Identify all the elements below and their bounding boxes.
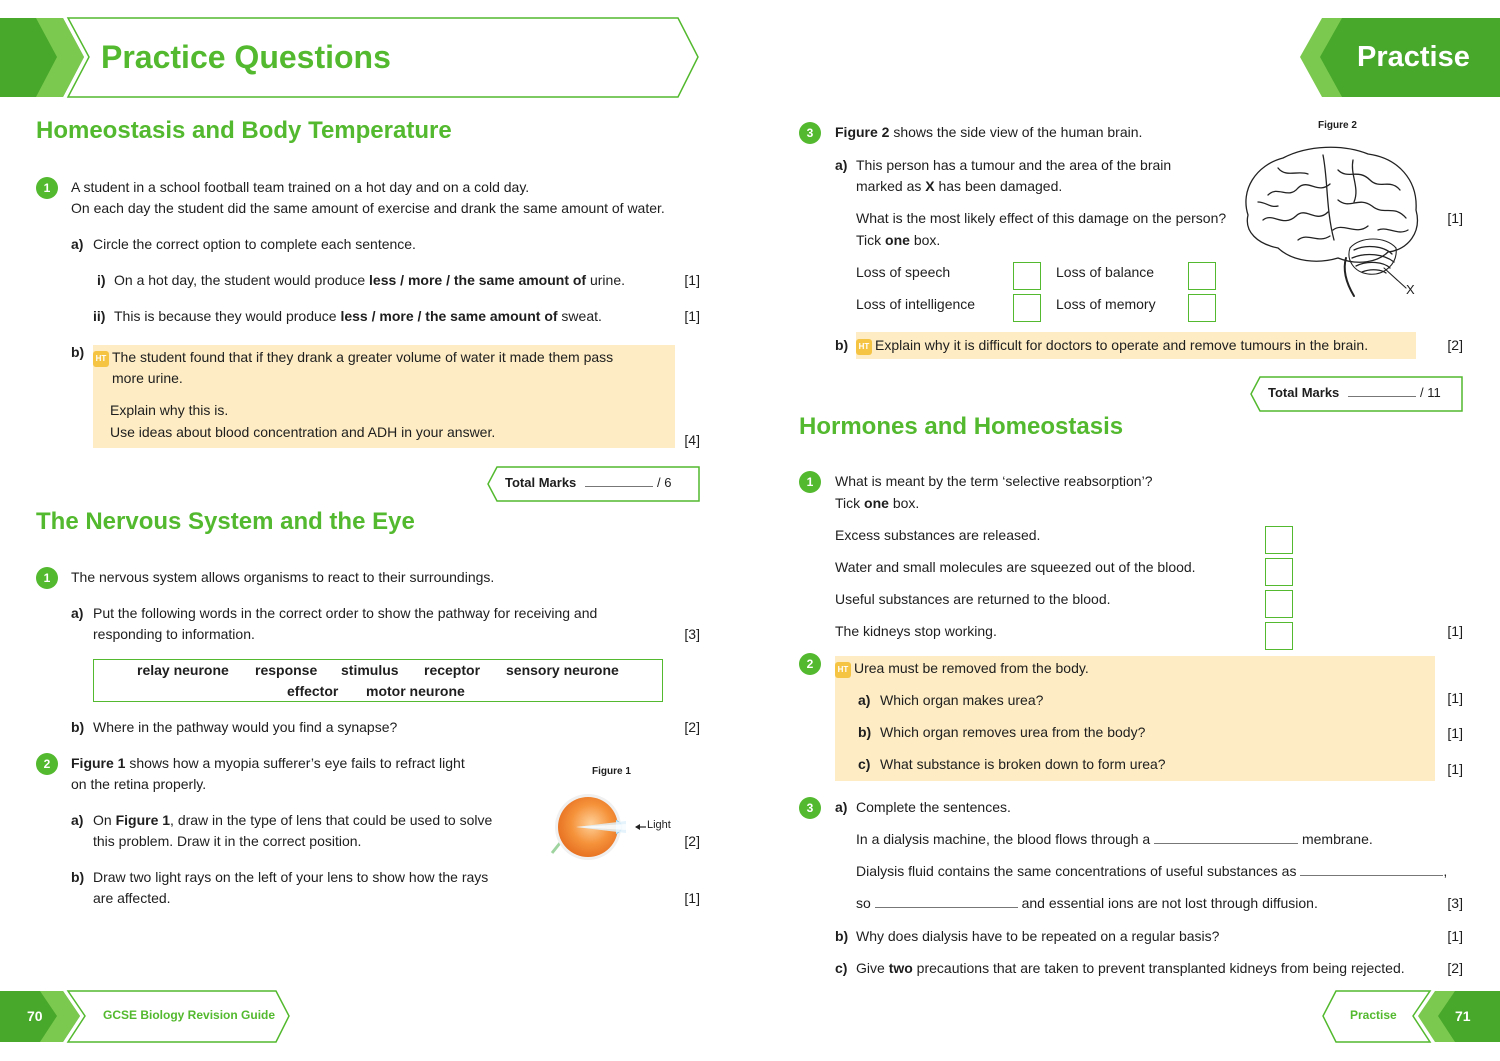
mark-allocation: [1] xyxy=(1447,623,1463,639)
question-number: 3 xyxy=(799,797,821,819)
brain-figure[interactable] xyxy=(1238,140,1428,300)
section-title-homeostasis: Homeostasis and Body Temperature xyxy=(36,117,452,144)
part-text xyxy=(93,810,492,831)
subpart-text xyxy=(114,270,625,291)
light-label: Light xyxy=(647,819,671,831)
figure-2-caption: Figure 2 xyxy=(1318,120,1357,131)
page-title: Practice Questions xyxy=(101,39,391,75)
subpart-text-pre: On a hot day, the student would produce xyxy=(114,272,370,288)
question-text-post: shows the side view of the human brain. xyxy=(889,124,1143,140)
part-label: b) xyxy=(71,719,85,735)
part-label: a) xyxy=(71,236,84,252)
tick-pre: Tick xyxy=(856,232,886,248)
fill-sentence-post: and essential ions are not lost through diffusion. xyxy=(1017,895,1318,911)
part-label: c) xyxy=(835,960,848,976)
part-text: this problem. Draw it in the correct position. xyxy=(93,833,362,849)
subpart-text-pre: This is because they would produce xyxy=(114,308,341,324)
mark-allocation: [2] xyxy=(1447,337,1463,353)
ht-badge-icon: HT xyxy=(856,339,872,355)
page-number: 71 xyxy=(1455,1008,1471,1024)
subpart-text-post: sweat. xyxy=(557,308,602,324)
part-text-post: has been damaged. xyxy=(934,178,1063,194)
subpart-text xyxy=(114,306,602,327)
mark-allocation: [2] xyxy=(684,833,700,849)
part-text-post: precautions that are taken to prevent transplanted kidneys from being rejected. xyxy=(912,960,1405,976)
tick-box[interactable] xyxy=(1265,590,1293,618)
option-label: Loss of memory xyxy=(1056,296,1156,312)
part-text-post: , draw in the type of lens that could be used to solve xyxy=(170,812,493,828)
fill-sentence xyxy=(856,861,1447,882)
footer-right-shape xyxy=(1320,990,1500,1043)
page-number: 70 xyxy=(27,1008,43,1024)
option-label: The kidneys stop working. xyxy=(835,623,997,639)
part-text: responding to information. xyxy=(93,626,255,642)
fill-sentence-pre: Dialysis fluid contains the same concentrations of useful substances as xyxy=(856,863,1301,879)
option-label: Water and small molecules are squeezed out of the blood. xyxy=(835,559,1196,575)
figure-reference: Figure 1 xyxy=(71,755,126,771)
part-text xyxy=(856,335,1368,356)
question-text xyxy=(71,753,465,774)
part-text-bold: two xyxy=(888,960,913,976)
total-marks-input[interactable] xyxy=(585,486,653,487)
part-label: c) xyxy=(858,756,871,772)
question-text: On each day the student did the same amount of exercise and drank the same amount of water. xyxy=(71,200,665,216)
word-item: response xyxy=(255,662,318,678)
mark-allocation: [1] xyxy=(1447,928,1463,944)
tick-post: box. xyxy=(909,232,941,248)
total-marks-label: Total Marks xyxy=(1268,385,1340,400)
total-marks-input[interactable] xyxy=(1348,396,1416,397)
mark-allocation: [2] xyxy=(1447,960,1463,976)
part-text xyxy=(856,958,1405,979)
total-marks-value: / 11 xyxy=(1420,385,1441,400)
question-text-line: Urea must be removed from the body. xyxy=(854,660,1089,676)
mark-allocation: [1] xyxy=(1447,725,1463,741)
mark-allocation: [1] xyxy=(684,272,700,288)
part-label: a) xyxy=(71,812,84,828)
part-text: Which organ makes urea? xyxy=(880,692,1044,708)
tick-post: box. xyxy=(888,495,920,511)
tick-box[interactable] xyxy=(1265,558,1293,586)
mark-allocation: [1] xyxy=(1447,690,1463,706)
part-text: Complete the sentences. xyxy=(856,799,1011,815)
header-left-banner xyxy=(0,17,702,98)
figure-1-caption: Figure 1 xyxy=(592,766,631,777)
total-marks-box xyxy=(1250,376,1464,412)
part-label: a) xyxy=(71,605,84,621)
tick-box[interactable] xyxy=(1265,622,1293,650)
footer-left xyxy=(0,990,292,1043)
part-label: b) xyxy=(71,869,85,885)
part-text: Where in the pathway would you find a synapse? xyxy=(93,719,398,735)
tick-pre: Tick xyxy=(835,495,865,511)
tick-box[interactable] xyxy=(1013,262,1041,290)
brain-diagram-icon xyxy=(1238,140,1428,300)
total-marks-value: / 6 xyxy=(657,475,672,490)
part-text: Use ideas about blood concentration and ADH in your answer. xyxy=(110,424,496,440)
part-text xyxy=(93,347,613,368)
part-label: a) xyxy=(858,692,871,708)
tick-box[interactable] xyxy=(1265,526,1293,554)
fill-sentence-post: , xyxy=(1443,863,1448,879)
mark-allocation: [2] xyxy=(684,719,700,735)
mark-allocation: [4] xyxy=(684,432,700,448)
part-text: What is the most likely effect of this damage on the person? xyxy=(856,210,1227,226)
eye-figure[interactable] xyxy=(546,790,676,860)
total-marks-box xyxy=(487,466,701,502)
ht-badge-icon: HT xyxy=(93,351,109,367)
question-number: 1 xyxy=(36,177,58,199)
mark-allocation: [1] xyxy=(1447,210,1463,226)
answer-blank[interactable] xyxy=(1300,864,1443,876)
question-text xyxy=(835,658,1089,679)
option-label: Loss of speech xyxy=(856,264,951,280)
word-item: sensory neurone xyxy=(506,662,619,678)
book-title: GCSE Biology Revision Guide xyxy=(103,1008,276,1022)
question-number: 2 xyxy=(36,753,58,775)
option-label: Useful substances are returned to the blood. xyxy=(835,591,1111,607)
tick-one: one xyxy=(885,232,910,248)
circle-options[interactable]: less / more / the same amount of xyxy=(340,308,558,324)
mark-allocation: [1] xyxy=(684,308,700,324)
ht-badge-icon: HT xyxy=(835,662,851,678)
question-text: What is meant by the term ‘selective reabsorption’? xyxy=(835,473,1153,489)
part-text: Circle the correct option to complete each sentence. xyxy=(93,236,416,252)
section-title-hormones: Hormones and Homeostasis xyxy=(799,413,1124,440)
part-label: b) xyxy=(858,724,872,740)
fill-sentence-post: membrane. xyxy=(1298,831,1373,847)
part-text-pre: Give xyxy=(856,960,889,976)
part-text: Put the following words in the correct order to show the pathway for receiving and xyxy=(93,605,598,621)
x-marker-label: X xyxy=(1406,282,1415,297)
part-text: are affected. xyxy=(93,890,171,906)
part-label: b) xyxy=(835,337,849,353)
word-item: relay neurone xyxy=(137,662,229,678)
part-text: Draw two light rays on the left of your lens to show how the rays xyxy=(93,869,489,885)
word-box xyxy=(93,659,663,702)
word-item: effector xyxy=(287,683,339,699)
section-title-nervous-system: The Nervous System and the Eye xyxy=(36,508,415,535)
subpart-text-post: urine. xyxy=(586,272,626,288)
part-text: What substance is broken down to form urea? xyxy=(880,756,1166,772)
part-text: This person has a tumour and the area of the brain xyxy=(856,157,1172,173)
question-text xyxy=(835,493,919,514)
footer-right xyxy=(1320,990,1500,1043)
fill-sentence-pre: In a dialysis machine, the blood flows through a xyxy=(856,831,1155,847)
part-text-x: X xyxy=(925,178,935,194)
question-number: 1 xyxy=(799,471,821,493)
header-right-banner xyxy=(1298,17,1500,98)
part-text xyxy=(856,230,940,251)
mark-allocation: [1] xyxy=(1447,761,1463,777)
question-number: 2 xyxy=(799,653,821,675)
mark-allocation: [1] xyxy=(684,890,700,906)
page-section-title: Practise xyxy=(1357,41,1470,73)
question-text: A student in a school football team trained on a hot day and on a cold day. xyxy=(71,179,530,195)
part-text: Explain why this is. xyxy=(110,402,229,418)
question-text: The nervous system allows organisms to react to their surroundings. xyxy=(71,569,495,585)
part-text-pre: On xyxy=(93,812,116,828)
answer-blank[interactable] xyxy=(1154,832,1298,844)
part-label: b) xyxy=(835,928,849,944)
question-text-post: shows how a myopia sufferer’s eye fails to refract light xyxy=(125,755,465,771)
option-label: Loss of intelligence xyxy=(856,296,976,312)
fill-sentence xyxy=(856,829,1373,850)
word-item: stimulus xyxy=(341,662,399,678)
mark-allocation: [3] xyxy=(684,626,700,642)
option-label: Excess substances are released. xyxy=(835,527,1041,543)
question-number: 1 xyxy=(36,567,58,589)
part-text-line: The student found that if they drank a greater volume of water it made them pass xyxy=(112,349,614,365)
part-text: more urine. xyxy=(112,370,183,386)
subpart-label: ii) xyxy=(93,308,106,324)
total-marks-label: Total Marks xyxy=(505,475,577,490)
question-number: 3 xyxy=(799,122,821,144)
part-label: a) xyxy=(835,799,848,815)
tick-box[interactable] xyxy=(1188,262,1216,290)
part-text xyxy=(856,176,1062,197)
part-label: b) xyxy=(71,344,85,360)
answer-blank[interactable] xyxy=(875,896,1018,908)
footer-section-label: Practise xyxy=(1350,1008,1397,1022)
fill-sentence xyxy=(856,893,1318,914)
tick-box[interactable] xyxy=(1013,294,1041,322)
question-text: on the retina properly. xyxy=(71,776,207,792)
part-text-line: Explain why it is difficult for doctors to operate and remove tumours in the brain. xyxy=(875,337,1369,353)
figure-reference: Figure 2 xyxy=(835,124,890,140)
word-item: receptor xyxy=(424,662,481,678)
question-text xyxy=(835,122,1142,143)
part-text: Why does dialysis have to be repeated on a regular basis? xyxy=(856,928,1220,944)
tick-one: one xyxy=(864,495,889,511)
fill-sentence-pre: so xyxy=(856,895,875,911)
tick-box[interactable] xyxy=(1188,294,1216,322)
option-label: Loss of balance xyxy=(1056,264,1155,280)
word-item: motor neurone xyxy=(366,683,465,699)
part-text: Which organ removes urea from the body? xyxy=(880,724,1146,740)
part-text-pre: marked as xyxy=(856,178,926,194)
figure-reference: Figure 1 xyxy=(115,812,171,828)
subpart-label: i) xyxy=(97,272,106,288)
circle-options[interactable]: less / more / the same amount of xyxy=(369,272,587,288)
mark-allocation: [3] xyxy=(1447,895,1463,911)
part-label: a) xyxy=(835,157,848,173)
